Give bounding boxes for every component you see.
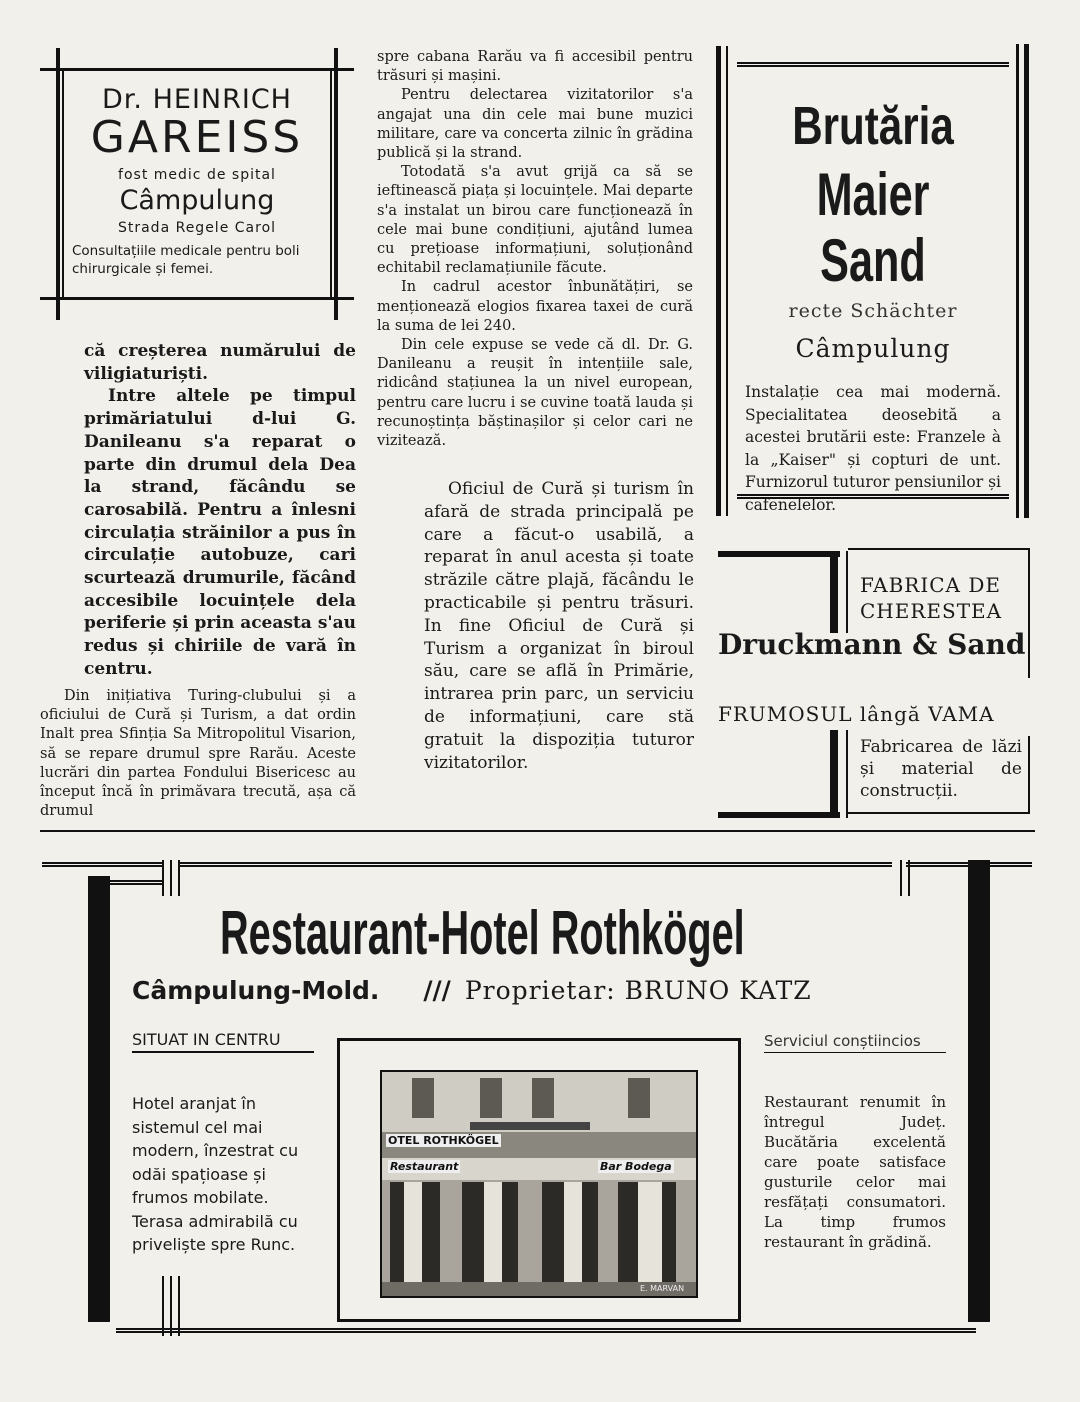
ad-subtitle: recte Schächter xyxy=(788,300,958,322)
article-column-middle xyxy=(377,48,693,451)
paragraph: Totodată s'a avut grijă ca să se ieftinească piața și locuințele. Mai departe s'a instalat un birou care funcționează în cele mai bune condițiuni, ajutând lumea cu prețioase informațiuni, soluționând echitabil reclamațiunile făcute. xyxy=(377,164,693,277)
ad-text: Instalație cea mai modernă. Specialitatea deosebită a acestei brutării este: Franzele à la „Kaiser" și copturi de unt. Furnizorul tuturor pensiunilor și cafenelelor. xyxy=(745,383,1001,514)
rule xyxy=(908,860,910,896)
rule xyxy=(170,860,172,896)
paragraph: Oficiul de Cură și turism în afară de strada principală pe care a făcut-o usabilă, a reparat în anul acesta și toate străzile către plajă, făcându le practicabile și pentru trăsuri. In fine Oficiul de Cură și Turism a organizat în biroul său, care se află în Primărie, intrarea prin parc, un serviciu de informațiuni, care stă gratuit la dispoziția tuturor vizitatorilor. xyxy=(424,479,694,773)
rule xyxy=(718,812,840,818)
rule xyxy=(716,46,721,516)
ad-brutaria-maier-sand xyxy=(737,70,1009,514)
ad-city: Câmpulung-Mold. xyxy=(132,976,380,1005)
paragraph: Din cele expuse se vede că dl. Dr. G. Danileanu a reușit în intențiile sale, ridicând stațiunea la un nivel european, pentru care lucru i se cuvine toată lauda și recunoștința băștinașilor și celor cari ne vizitează. xyxy=(377,337,693,450)
rule xyxy=(178,1276,180,1336)
ad-name: GAREISS xyxy=(90,112,304,163)
rule xyxy=(42,862,162,867)
rule xyxy=(56,48,60,320)
photo-sign: Restaurant xyxy=(390,1160,459,1173)
rule xyxy=(88,876,110,1322)
ad-city: Câmpulung xyxy=(119,185,275,216)
ad-title: Restaurant-Hotel Rothkögel xyxy=(220,899,745,968)
ad-text: Restaurant renumit în întregul Județ. Bucătăria excelentă care poate satisface gusturile celor mai resfățați consumatori. La timp frumos restaurant în grădină. xyxy=(764,1093,946,1251)
hotel-photo xyxy=(380,1070,698,1298)
ad-name: Druckmann & Sand xyxy=(718,628,1026,661)
rule xyxy=(1016,44,1019,518)
rule xyxy=(906,862,1032,867)
ad-title: Maier Sand xyxy=(816,161,930,294)
ad-subtitle-row xyxy=(132,976,952,1005)
rule xyxy=(170,1276,172,1336)
rule xyxy=(110,880,162,885)
rule xyxy=(178,860,180,896)
ad-city: Câmpulung xyxy=(795,334,951,363)
article-column-middle-big xyxy=(424,478,694,774)
rule xyxy=(162,860,164,896)
article-column-left xyxy=(84,340,356,681)
ad-owner: Proprietar: BRUNO KATZ xyxy=(464,976,812,1005)
paragraph: spre cabana Rarău va fi accesibil pentru trăsuri și mașini. xyxy=(377,49,693,85)
hotel-facade-image xyxy=(382,1072,698,1298)
paragraph: Intre altele pe timpul primăriatului d-lui G. Danileanu s'a reparat o parte din drumul dela Dea la strand, făcându se carosabilă. Pentru a înlesni circulația străinilor a pus în circulație autobuze, cari scurtează drumurile, făcând accesibile locuințele dela periferie și prin aceasta s'au redus și chiriile de vară în centru. xyxy=(84,386,356,679)
rule xyxy=(1024,44,1029,518)
rule xyxy=(162,1276,164,1336)
ad-heading: SITUAT IN CENTRU xyxy=(132,1030,314,1053)
article-column-left-small xyxy=(40,687,356,821)
rule xyxy=(726,46,728,516)
ad-title: Brutăria xyxy=(792,96,954,156)
ad-address: Strada Regele Carol xyxy=(117,220,277,236)
paragraph: In cadrul acestor înbunătățiri, se menționează elogios fixarea taxei de cură la suma de lei 240. xyxy=(377,279,693,334)
photo-sign: OTEL ROTHKÖGEL xyxy=(388,1134,499,1147)
rule xyxy=(1028,736,1030,814)
ad-text: Consultațiile medicale pentru boli chirurgicale și femei. xyxy=(72,243,300,277)
ad-line: fost medic de spital xyxy=(118,167,276,183)
rule xyxy=(178,862,892,867)
rule xyxy=(116,1328,976,1333)
separator: /// xyxy=(423,976,451,1005)
ad-place: FRUMOSUL lângă VAMA xyxy=(718,702,995,726)
rule xyxy=(848,548,1030,550)
rule xyxy=(900,860,902,896)
photo-credit: E. MARVAN xyxy=(640,1284,685,1293)
rule xyxy=(848,812,1030,814)
rule xyxy=(830,551,838,633)
rule xyxy=(968,860,990,1322)
ad-heading: Serviciul conștiincios xyxy=(764,1032,946,1053)
rule xyxy=(846,730,848,818)
paragraph: că creșterea numărului de viligiaturiști. xyxy=(84,341,356,384)
ad-line: Dr. HEINRICH xyxy=(102,84,292,115)
photo-sign: Bar Bodega xyxy=(600,1160,672,1173)
rule xyxy=(830,730,838,818)
rule xyxy=(334,48,338,320)
paragraph: Pentru delectarea vizitatorilor s'a angajat una din cele mai bune muzici militare, care va concerta zilnic în grădina publică și la strand. xyxy=(377,87,693,162)
ad-text: Fabricarea de lăzi și material de construcții. xyxy=(860,737,1022,801)
ad-line: FABRICA DE CHERESTEA xyxy=(860,573,1003,623)
ad-text: Hotel aranjat în sistemul cel mai modern, înzestrat cu odăi spațioase și frumos mobilate. Terasa admirabilă cu priveliște spre Runc. xyxy=(132,1094,299,1254)
rule xyxy=(1028,548,1030,678)
rule xyxy=(737,62,1009,67)
paragraph: Din inițiativa Turing-clubului și a oficiului de Cură și Turism, a dat ordin Inalt prea Sfinția Sa Mitropolitul Visarion, să se repare drumul spre Rarău. Aceste lucrări din partea Fondului Bisericesc au început încă în primăvara trecută, așa că drumul xyxy=(40,688,356,820)
rule xyxy=(846,551,848,633)
rule xyxy=(718,551,840,557)
divider xyxy=(40,830,1035,832)
ad-dr-gareiss xyxy=(62,68,332,300)
